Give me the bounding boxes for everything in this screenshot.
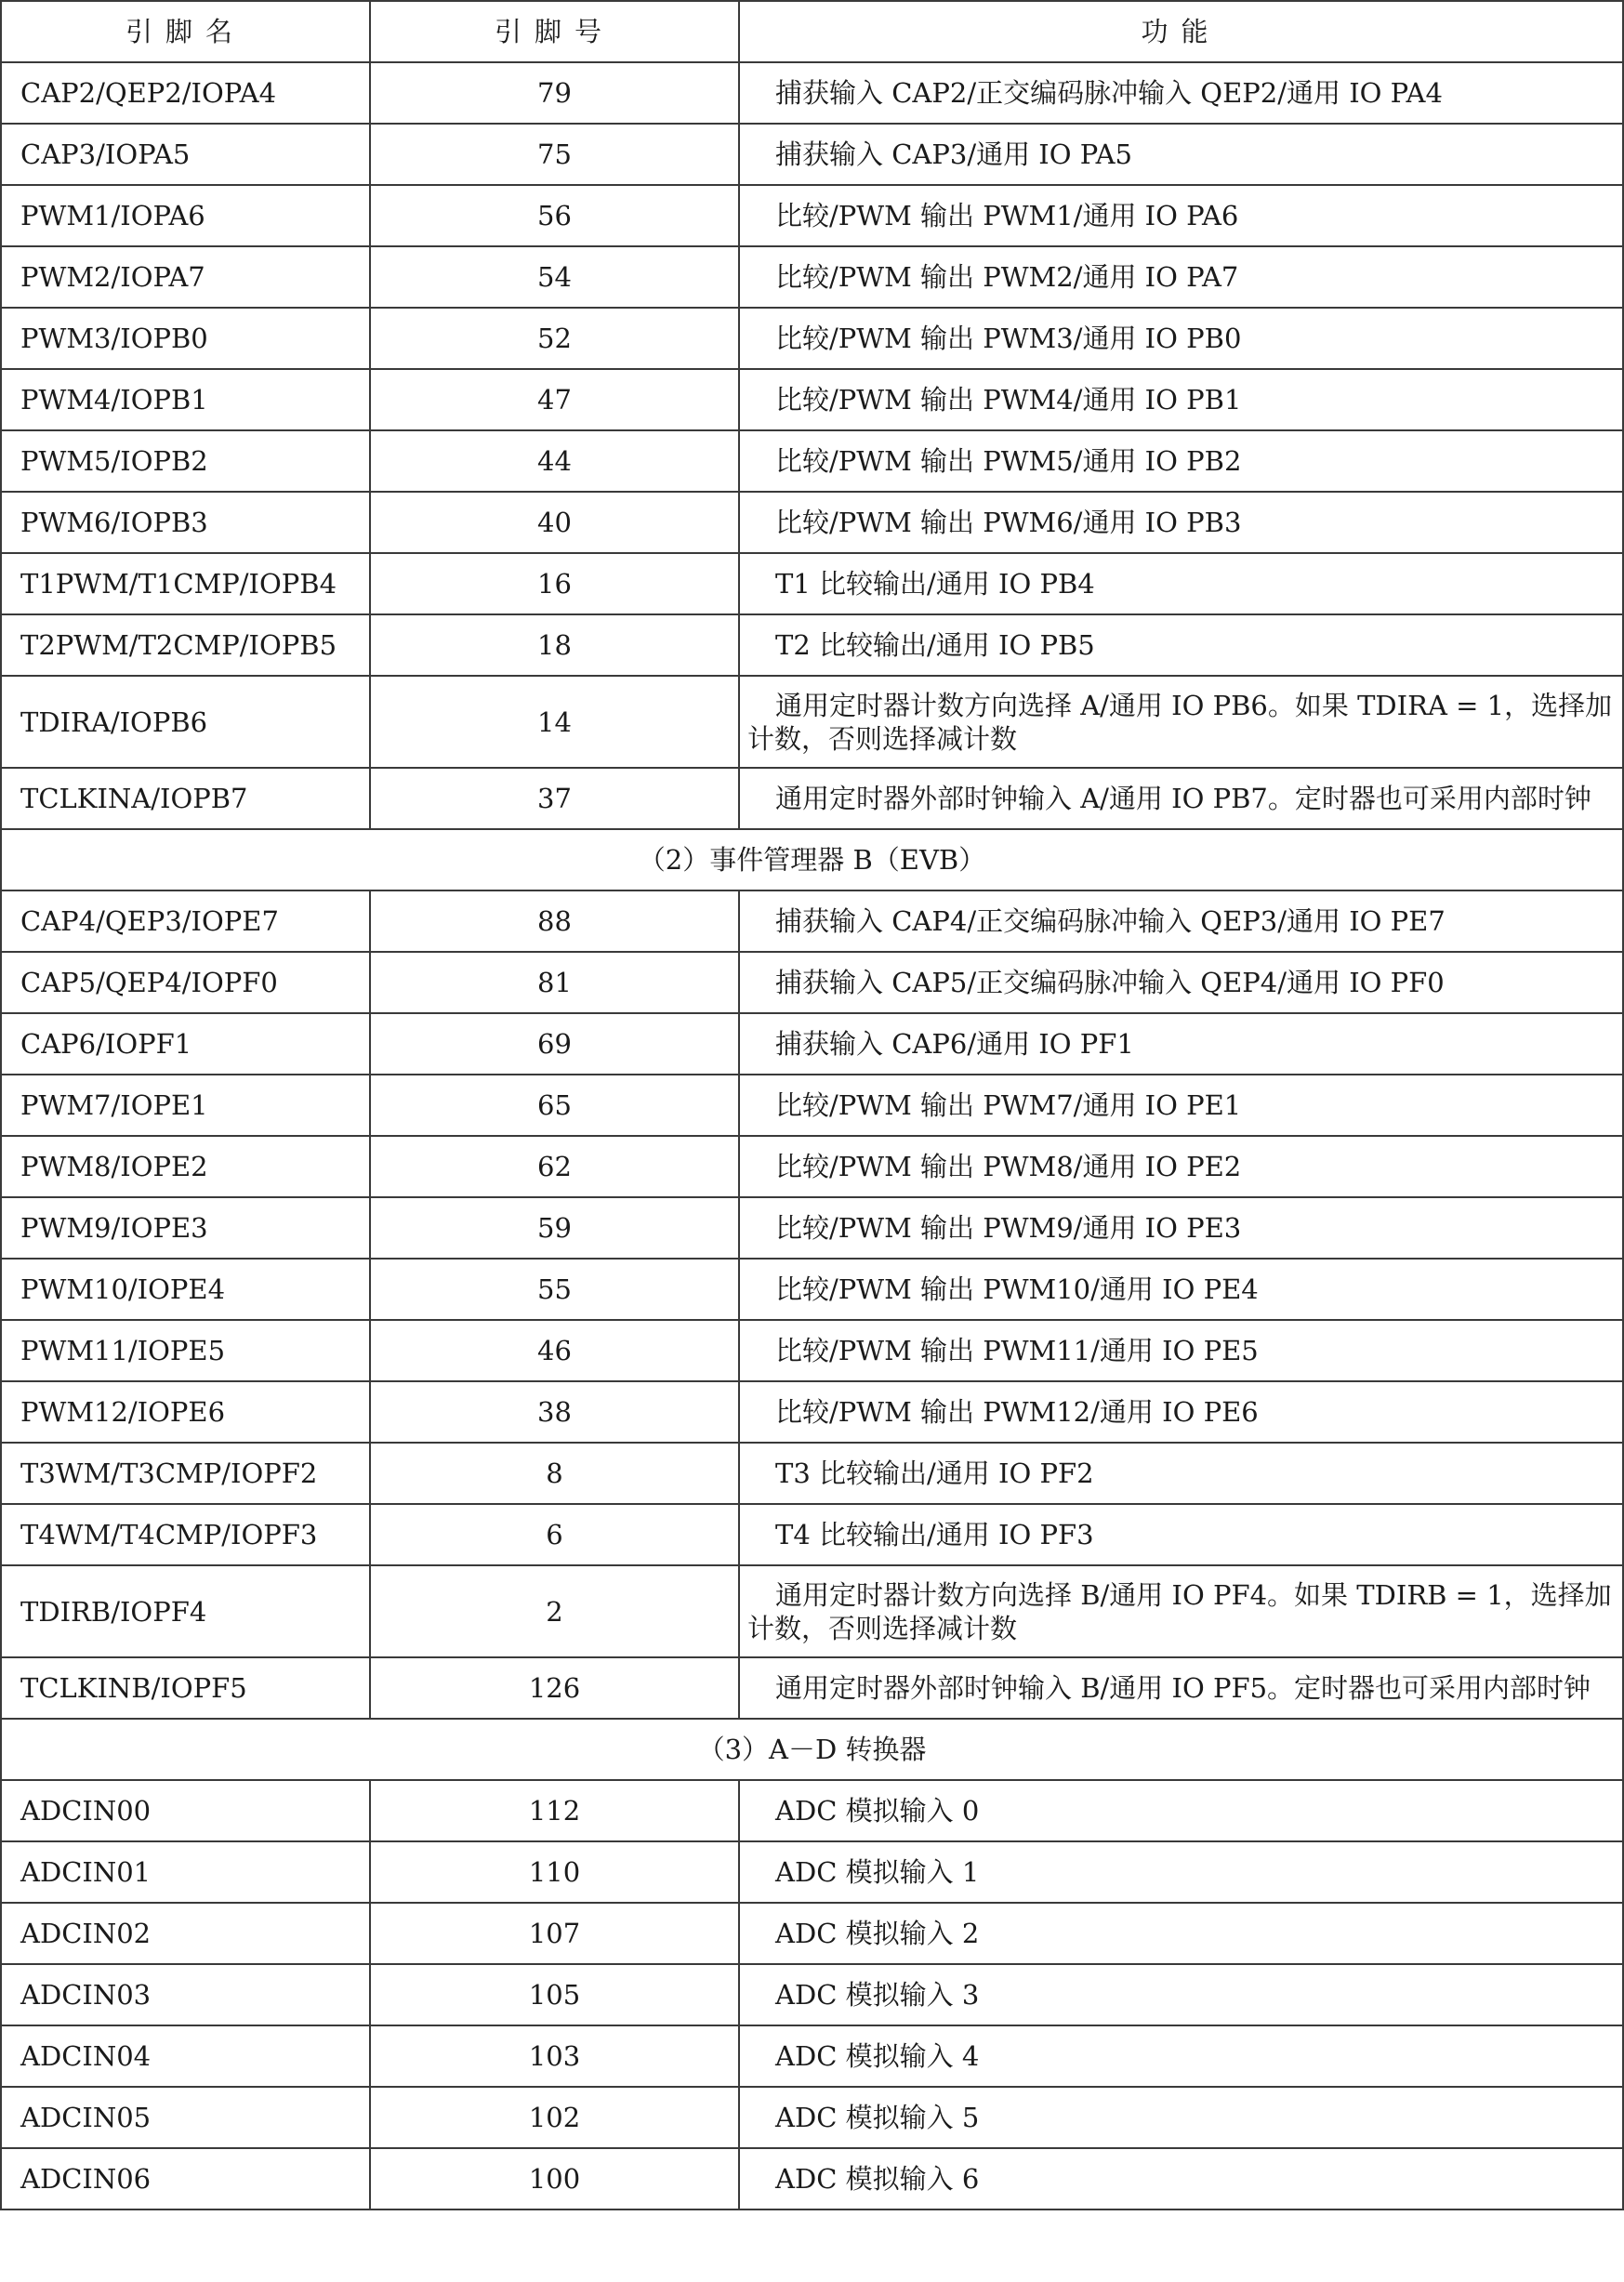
pin-name-cell: PWM4/IOPB1: [1, 369, 370, 430]
pin-name-cell: ADCIN04: [1, 2025, 370, 2087]
pin-name-cell: PWM8/IOPE2: [1, 1136, 370, 1197]
function-cell: 比较/PWM 输出 PWM9/通用 IO PE3: [739, 1197, 1623, 1259]
header-pin-number: 引脚号: [370, 1, 739, 62]
function-cell: 捕获输入 CAP2/正交编码脉冲输入 QEP2/通用 IO PA4: [739, 62, 1623, 124]
pin-name-cell: PWM1/IOPA6: [1, 185, 370, 246]
pin-number-cell: 40: [370, 492, 739, 553]
pin-number-cell: 8: [370, 1443, 739, 1504]
pin-number-cell: 100: [370, 2148, 739, 2209]
function-cell: 捕获输入 CAP6/通用 IO PF1: [739, 1013, 1623, 1075]
table-row: [1, 62, 1623, 124]
table-body: [1, 62, 1623, 2209]
table-row: [1, 124, 1623, 185]
pin-number-cell: 55: [370, 1259, 739, 1320]
pin-name-cell: PWM7/IOPE1: [1, 1075, 370, 1136]
pin-name-cell: T3WM/T3CMP/IOPF2: [1, 1443, 370, 1504]
pin-name-cell: PWM10/IOPE4: [1, 1259, 370, 1320]
function-cell: 比较/PWM 输出 PWM2/通用 IO PA7: [739, 246, 1623, 308]
pin-number-cell: 107: [370, 1903, 739, 1964]
section-title: （3）A－D 转换器: [1, 1719, 1623, 1780]
pin-number-cell: 37: [370, 768, 739, 829]
pin-name-cell: ADCIN05: [1, 2087, 370, 2148]
pin-number-cell: 14: [370, 676, 739, 768]
pin-name-cell: CAP6/IOPF1: [1, 1013, 370, 1075]
function-cell: 通用定时器外部时钟输入 A/通用 IO PB7。定时器也可采用内部时钟: [739, 768, 1623, 829]
pin-number-cell: 46: [370, 1320, 739, 1381]
pin-name-cell: T4WM/T4CMP/IOPF3: [1, 1504, 370, 1565]
pin-number-cell: 56: [370, 185, 739, 246]
table-row: [1, 553, 1623, 614]
pin-name-cell: TDIRB/IOPF4: [1, 1565, 370, 1657]
table-row: [1, 1565, 1623, 1657]
pin-number-cell: 103: [370, 2025, 739, 2087]
table-row: [1, 890, 1623, 952]
table-row: [1, 1443, 1623, 1504]
table-row: [1, 676, 1623, 768]
header-function: 功能: [739, 1, 1623, 62]
function-cell: ADC 模拟输入 4: [739, 2025, 1623, 2087]
table-row: [1, 1013, 1623, 1075]
section-row: [1, 1719, 1623, 1780]
pin-number-cell: 88: [370, 890, 739, 952]
function-cell: 比较/PWM 输出 PWM11/通用 IO PE5: [739, 1320, 1623, 1381]
table-row: [1, 1197, 1623, 1259]
function-cell: ADC 模拟输入 5: [739, 2087, 1623, 2148]
function-cell: 通用定时器外部时钟输入 B/通用 IO PF5。定时器也可采用内部时钟: [739, 1657, 1623, 1719]
table-row: [1, 369, 1623, 430]
table-row: [1, 1964, 1623, 2025]
pin-name-cell: PWM11/IOPE5: [1, 1320, 370, 1381]
pin-name-cell: T1PWM/T1CMP/IOPB4: [1, 553, 370, 614]
function-cell: T4 比较输出/通用 IO PF3: [739, 1504, 1623, 1565]
pin-number-cell: 69: [370, 1013, 739, 1075]
pin-number-cell: 79: [370, 62, 739, 124]
pin-number-cell: 110: [370, 1841, 739, 1903]
pin-number-cell: 44: [370, 430, 739, 492]
table-row: [1, 1903, 1623, 1964]
pin-name-cell: TCLKINA/IOPB7: [1, 768, 370, 829]
header-pin-name: 引脚名: [1, 1, 370, 62]
function-cell: T3 比较输出/通用 IO PF2: [739, 1443, 1623, 1504]
table-row: [1, 1657, 1623, 1719]
pin-name-cell: ADCIN02: [1, 1903, 370, 1964]
pin-number-cell: 47: [370, 369, 739, 430]
function-cell: 捕获输入 CAP3/通用 IO PA5: [739, 124, 1623, 185]
function-cell: ADC 模拟输入 6: [739, 2148, 1623, 2209]
table-row: [1, 1075, 1623, 1136]
function-cell: 比较/PWM 输出 PWM4/通用 IO PB1: [739, 369, 1623, 430]
pin-name-cell: PWM3/IOPB0: [1, 308, 370, 369]
pin-name-cell: CAP3/IOPA5: [1, 124, 370, 185]
pin-number-cell: 38: [370, 1381, 739, 1443]
function-cell: 捕获输入 CAP5/正交编码脉冲输入 QEP4/通用 IO PF0: [739, 952, 1623, 1013]
table-row: [1, 1136, 1623, 1197]
table-row: [1, 185, 1623, 246]
pin-name-cell: TCLKINB/IOPF5: [1, 1657, 370, 1719]
function-cell: 比较/PWM 输出 PWM10/通用 IO PE4: [739, 1259, 1623, 1320]
function-cell: 比较/PWM 输出 PWM12/通用 IO PE6: [739, 1381, 1623, 1443]
function-cell: 通用定时器计数方向选择 B/通用 IO PF4。如果 TDIRB = 1，选择加计数，否则选择减计数: [739, 1565, 1623, 1657]
pin-name-cell: CAP4/QEP3/IOPE7: [1, 890, 370, 952]
pin-number-cell: 75: [370, 124, 739, 185]
pin-name-cell: ADCIN06: [1, 2148, 370, 2209]
function-cell: 比较/PWM 输出 PWM7/通用 IO PE1: [739, 1075, 1623, 1136]
pin-name-cell: ADCIN01: [1, 1841, 370, 1903]
function-cell: 比较/PWM 输出 PWM6/通用 IO PB3: [739, 492, 1623, 553]
table-row: [1, 1320, 1623, 1381]
table-row: [1, 952, 1623, 1013]
pin-name-cell: PWM9/IOPE3: [1, 1197, 370, 1259]
table-row: [1, 492, 1623, 553]
pin-number-cell: 81: [370, 952, 739, 1013]
pin-name-cell: ADCIN00: [1, 1780, 370, 1841]
pin-number-cell: 62: [370, 1136, 739, 1197]
table-row: [1, 1381, 1623, 1443]
function-cell: T1 比较输出/通用 IO PB4: [739, 553, 1623, 614]
table-row: [1, 2148, 1623, 2209]
pin-number-cell: 126: [370, 1657, 739, 1719]
table-row: [1, 1841, 1623, 1903]
pin-number-cell: 102: [370, 2087, 739, 2148]
table-row: [1, 1259, 1623, 1320]
table-row: [1, 308, 1623, 369]
pin-name-cell: ADCIN03: [1, 1964, 370, 2025]
pin-name-cell: CAP2/QEP2/IOPA4: [1, 62, 370, 124]
pin-name-cell: CAP5/QEP4/IOPF0: [1, 952, 370, 1013]
pin-name-cell: T2PWM/T2CMP/IOPB5: [1, 614, 370, 676]
pin-number-cell: 105: [370, 1964, 739, 2025]
pin-number-cell: 2: [370, 1565, 739, 1657]
section-title: （2）事件管理器 B（EVB）: [1, 829, 1623, 890]
table-header-row: [1, 1, 1623, 62]
table-row: [1, 768, 1623, 829]
function-cell: ADC 模拟输入 2: [739, 1903, 1623, 1964]
function-cell: T2 比较输出/通用 IO PB5: [739, 614, 1623, 676]
table-row: [1, 430, 1623, 492]
table-row: [1, 246, 1623, 308]
pin-number-cell: 112: [370, 1780, 739, 1841]
pin-name-cell: PWM2/IOPA7: [1, 246, 370, 308]
table-row: [1, 1504, 1623, 1565]
table-row: [1, 2087, 1623, 2148]
table-row: [1, 1780, 1623, 1841]
pin-number-cell: 18: [370, 614, 739, 676]
pin-number-cell: 65: [370, 1075, 739, 1136]
function-cell: ADC 模拟输入 0: [739, 1780, 1623, 1841]
pin-number-cell: 16: [370, 553, 739, 614]
function-cell: 捕获输入 CAP4/正交编码脉冲输入 QEP3/通用 IO PE7: [739, 890, 1623, 952]
function-cell: ADC 模拟输入 3: [739, 1964, 1623, 2025]
pin-number-cell: 6: [370, 1504, 739, 1565]
pin-name-cell: TDIRA/IOPB6: [1, 676, 370, 768]
table-row: [1, 614, 1623, 676]
function-cell: ADC 模拟输入 1: [739, 1841, 1623, 1903]
function-cell: 比较/PWM 输出 PWM5/通用 IO PB2: [739, 430, 1623, 492]
section-row: [1, 829, 1623, 890]
pin-number-cell: 54: [370, 246, 739, 308]
pin-number-cell: 59: [370, 1197, 739, 1259]
pin-name-cell: PWM5/IOPB2: [1, 430, 370, 492]
pin-name-cell: PWM6/IOPB3: [1, 492, 370, 553]
function-cell: 比较/PWM 输出 PWM3/通用 IO PB0: [739, 308, 1623, 369]
pin-name-cell: PWM12/IOPE6: [1, 1381, 370, 1443]
table-row: [1, 2025, 1623, 2087]
pin-number-cell: 52: [370, 308, 739, 369]
function-cell: 比较/PWM 输出 PWM8/通用 IO PE2: [739, 1136, 1623, 1197]
function-cell: 通用定时器计数方向选择 A/通用 IO PB6。如果 TDIRA = 1，选择加计数，否则选择减计数: [739, 676, 1623, 768]
function-cell: 比较/PWM 输出 PWM1/通用 IO PA6: [739, 185, 1623, 246]
